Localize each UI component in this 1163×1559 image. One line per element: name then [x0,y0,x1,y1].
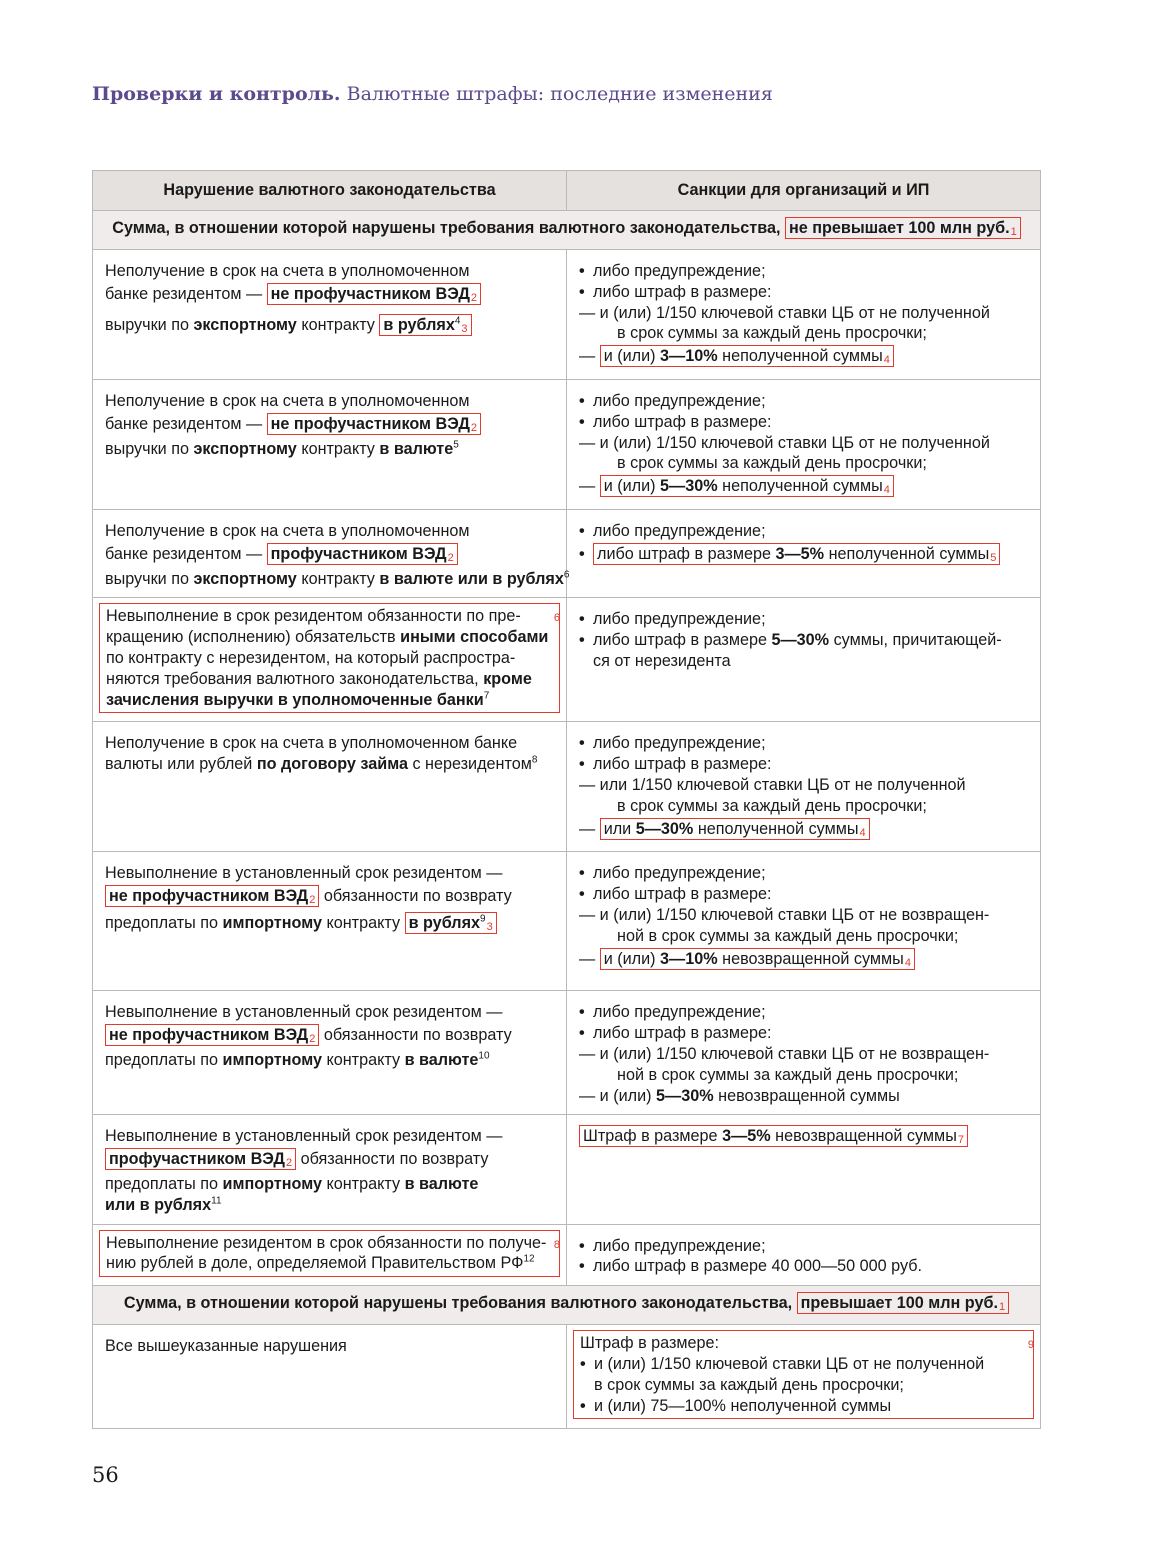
table-row: Невыполнение в установленный срок резидентом — не профучастником ВЭД2 обязанности по возврату предоплаты по импортному контракту в валюте$^{10}$ • либо предупреждение; • либо штраф в размере: — и (или) 1/150 ключевой ставки ЦБ от не возвращен- ной в срок суммы за каждый день просрочки; — и (или) 5—30% невозвращенной суммы [93,991,1041,1115]
threshold-highlight: не превышает 100 млн руб.1 [785,217,1021,239]
violation-cell: Неполучение в срок на счета в уполномоченном банке резидентом — не профучастником ВЭД2 выручки по экспортному контракту в рублях$^4$3 [93,250,567,380]
table-row [93,250,1041,380]
highlight-box: 6 Невыполнение в срок резидентом обязанности по пре- кращению (исполнению) обязательств иными способами по контракту с нерезидентом, на который распростра- няются требования валютного законодательства, кроме зачисления выручки в уполномоченные банки$^7$ [99,603,560,713]
section-row-over-100m: Сумма, в отношении которой нарушены требования валютного законодательства, превышает 100 млн руб.1 [93,1286,1041,1325]
table-row: Неполучение в срок на счета в уполномоченном банке резидентом — не профучастником ВЭД2 выручки по экспортному контракту в валюте$^5$ • либо предупреждение; • либо штраф в размере: — и (или) 1/150 ключевой ставки ЦБ от не полученной в срок суммы за каждый день просрочки; — и (или) 5—30% неполученной суммы4 [93,379,1041,509]
article-title: Валютные штрафы: последние изменения [346,83,773,105]
table-row: 8 Невыполнение резидентом в срок обязанности по получе- нию рублей в доле, определяемой Правительством РФ$^{12}$ • либо предупреждение; • либо штраф в размере 40 000—50 000 руб. [93,1224,1041,1286]
fines-table [92,170,1041,1429]
highlight-box: 8 Невыполнение резидентом в срок обязанности по получе- нию рублей в доле, определяемой Правительством РФ$^{12}$ [99,1230,560,1278]
page-number: 56 [92,1463,119,1487]
table-row: Неполучение в срок на счета в уполномоченном банке резидентом — профучастником ВЭД2 выручки по экспортному контракту в валюте или в рублях$^6$ • либо предупреждение; • либо штраф в размере 3—5% неполученной суммы5 [93,509,1041,597]
threshold-highlight: превышает 100 млн руб.1 [797,1292,1010,1314]
section-row-under-100m: Сумма, в отношении которой нарушены требования валютного законодательства, не превышает 100 млн руб.1 [93,211,1041,250]
column-header-sanctions: Санкции для организаций и ИП [567,171,1041,211]
table-row: Неполучение в срок на счета в уполномоченном банке валюты или рублей по договору займа с нерезидентом$^8$ • либо предупреждение; • либо штраф в размере: — или 1/150 ключевой ставки ЦБ от не полученной в срок суммы за каждый день просрочки; — или 5—30% неполученной суммы4 [93,722,1041,852]
table-row: Невыполнение в установленный срок резидентом — профучастником ВЭД2 обязанности по возврату предоплаты по импортному контракту в валюте или в рублях$^{11}$ Штраф в размере 3—5% невозвращенной суммы7 [93,1115,1041,1224]
column-header-violation: Нарушение валютного законодательства [93,171,567,211]
table-row: Невыполнение в установленный срок резидентом — не профучастником ВЭД2 обязанности по возврату предоплаты по импортному контракту в рублях$^9$3 • либо предупреждение; • либо штраф в размере: — и (или) 1/150 ключевой ставки ЦБ от не возвращен- ной в срок суммы за каждый день просрочки; — и (или) 3—10% невозвращенной суммы4 [93,852,1041,991]
sanction-cell: • либо предупреждение; • либо штраф в размере: — и (или) 1/150 ключевой ставки ЦБ от не полученной в срок суммы за каждый день просрочки; — и (или) 3—10% неполученной суммы4 [567,250,1041,380]
running-head [92,83,773,105]
section-title: Проверки и контроль. [92,83,341,105]
highlight-box: 9 Штраф в размере: • и (или) 1/150 ключевой ставки ЦБ от не полученной в срок суммы за каждый день просрочки; • и (или) 75—100% неполученной суммы [573,1330,1034,1419]
table-row: 6 Невыполнение в срок резидентом обязанности по пре- кращению (исполнению) обязательств иными способами по контракту с нерезидентом, на который распростра- няются требования валютного законодательства, кроме зачисления выручки в уполномоченные банки$^7$ • либо предупреждение; • либо штраф в размере 5—30% суммы, причитающей- ся от нерезидента [93,598,1041,722]
table-row: Все вышеуказанные нарушения 9 Штраф в размере: • и (или) 1/150 ключевой ставки ЦБ от не полученной в срок суммы за каждый день просрочки; • и (или) 75—100% неполученной суммы [93,1325,1041,1429]
